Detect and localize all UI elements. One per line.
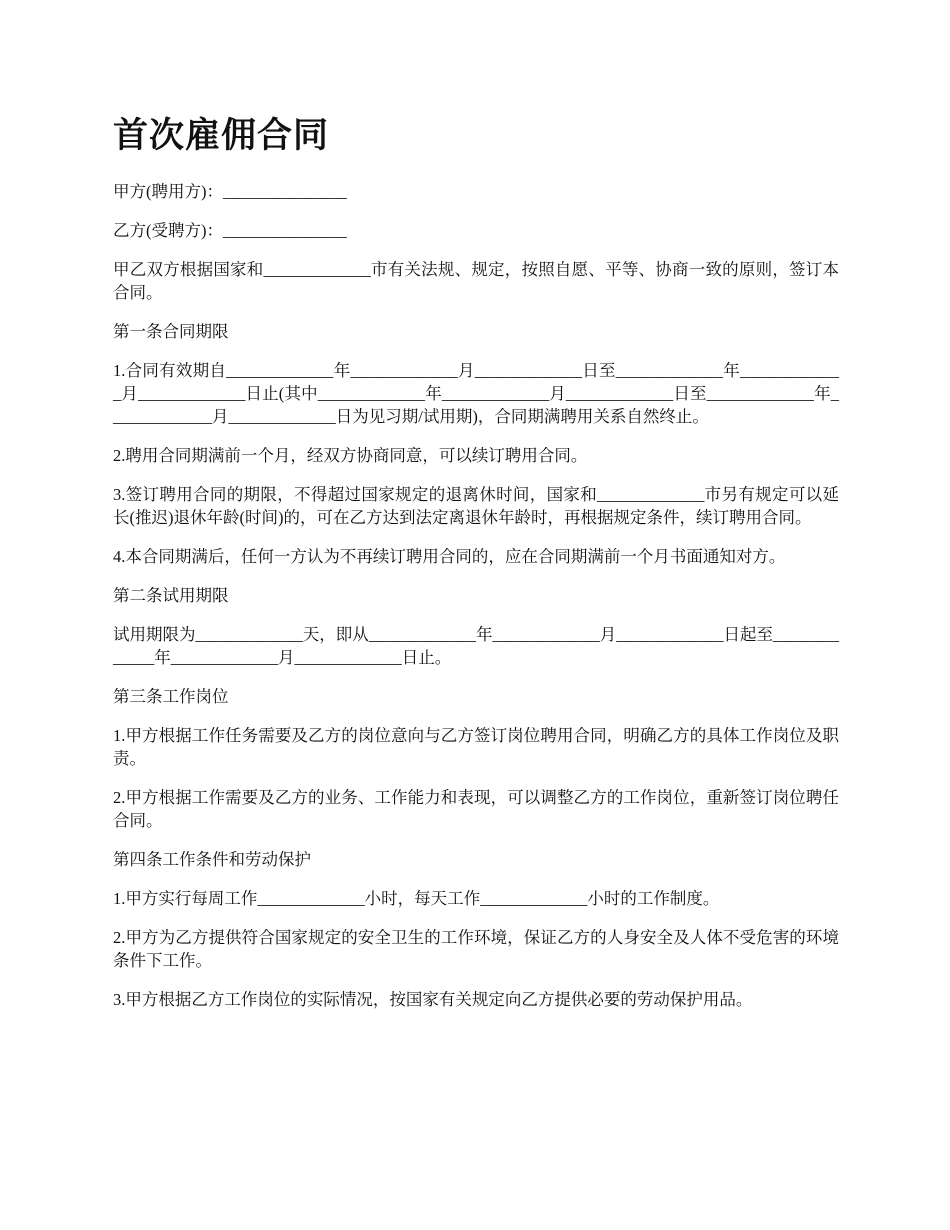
preamble-paragraph: 甲乙双方根据国家和_____________市有关法规、规定，按照自愿、平等、协商一致的原则，签订本合同。 bbox=[113, 260, 839, 302]
article-1-clause-4: 4.本合同期满后，任何一方认为不再续订聘用合同的，应在合同期满前一个月书面通知对方。 bbox=[113, 547, 786, 566]
article-1-heading: 第一条合同期限 bbox=[113, 322, 229, 341]
document-page bbox=[113, 112, 839, 1027]
article-3-clause-2: 2.甲方根据工作需要及乙方的业务、工作能力和表现，可以调整乙方的工作岗位，重新签订岗位聘任合同。 bbox=[113, 788, 839, 830]
article-2-heading: 第二条试用期限 bbox=[113, 586, 229, 605]
party-a-line: 甲方(聘用方)：_______________ bbox=[113, 182, 347, 201]
article-4-clause-1: 1.甲方实行每周工作_____________小时，每天工作_____________小时的工作制度。 bbox=[113, 889, 720, 908]
party-b-line: 乙方(受聘方)：_______________ bbox=[113, 221, 347, 240]
article-4-clause-2: 2.甲方为乙方提供符合国家规定的安全卫生的工作环境，保证乙方的人身安全及人体不受危害的环境条件下工作。 bbox=[113, 928, 839, 970]
article-4-heading: 第四条工作条件和劳动保护 bbox=[113, 850, 311, 869]
article-2-clause-1: 试用期限为_____________天，即从_____________年_____________月_____________日起至_____________年_____________月_____________日止。 bbox=[113, 625, 839, 667]
article-3-clause-1: 1.甲方根据工作任务需要及乙方的岗位意向与乙方签订岗位聘用合同，明确乙方的具体工作岗位及职责。 bbox=[113, 726, 839, 768]
article-1-clause-1: 1.合同有效期自_____________年_____________月_____________日至_____________年_____________月_____________日止(其中_____________年_____________月_____________日至_____________年_____________月_____________日为见习期/试用期)，合同期满聘用关系自然终止。 bbox=[113, 361, 839, 426]
article-3-heading: 第三条工作岗位 bbox=[113, 687, 229, 706]
document-title: 首次雇佣合同 bbox=[113, 116, 330, 156]
article-1-clause-2: 2.聘用合同期满前一个月，经双方协商同意，可以续订聘用合同。 bbox=[113, 446, 588, 465]
article-4-clause-3: 3.甲方根据乙方工作岗位的实际情况，按国家有关规定向乙方提供必要的劳动保护用品。 bbox=[113, 990, 753, 1009]
article-1-clause-3: 3.签订聘用合同的期限，不得超过国家规定的退离休时间，国家和_____________市另有规定可以延长(推迟)退休年龄(时间)的，可在乙方达到法定离退休年龄时，再根据规定条件，续订聘用合同。 bbox=[113, 485, 839, 527]
